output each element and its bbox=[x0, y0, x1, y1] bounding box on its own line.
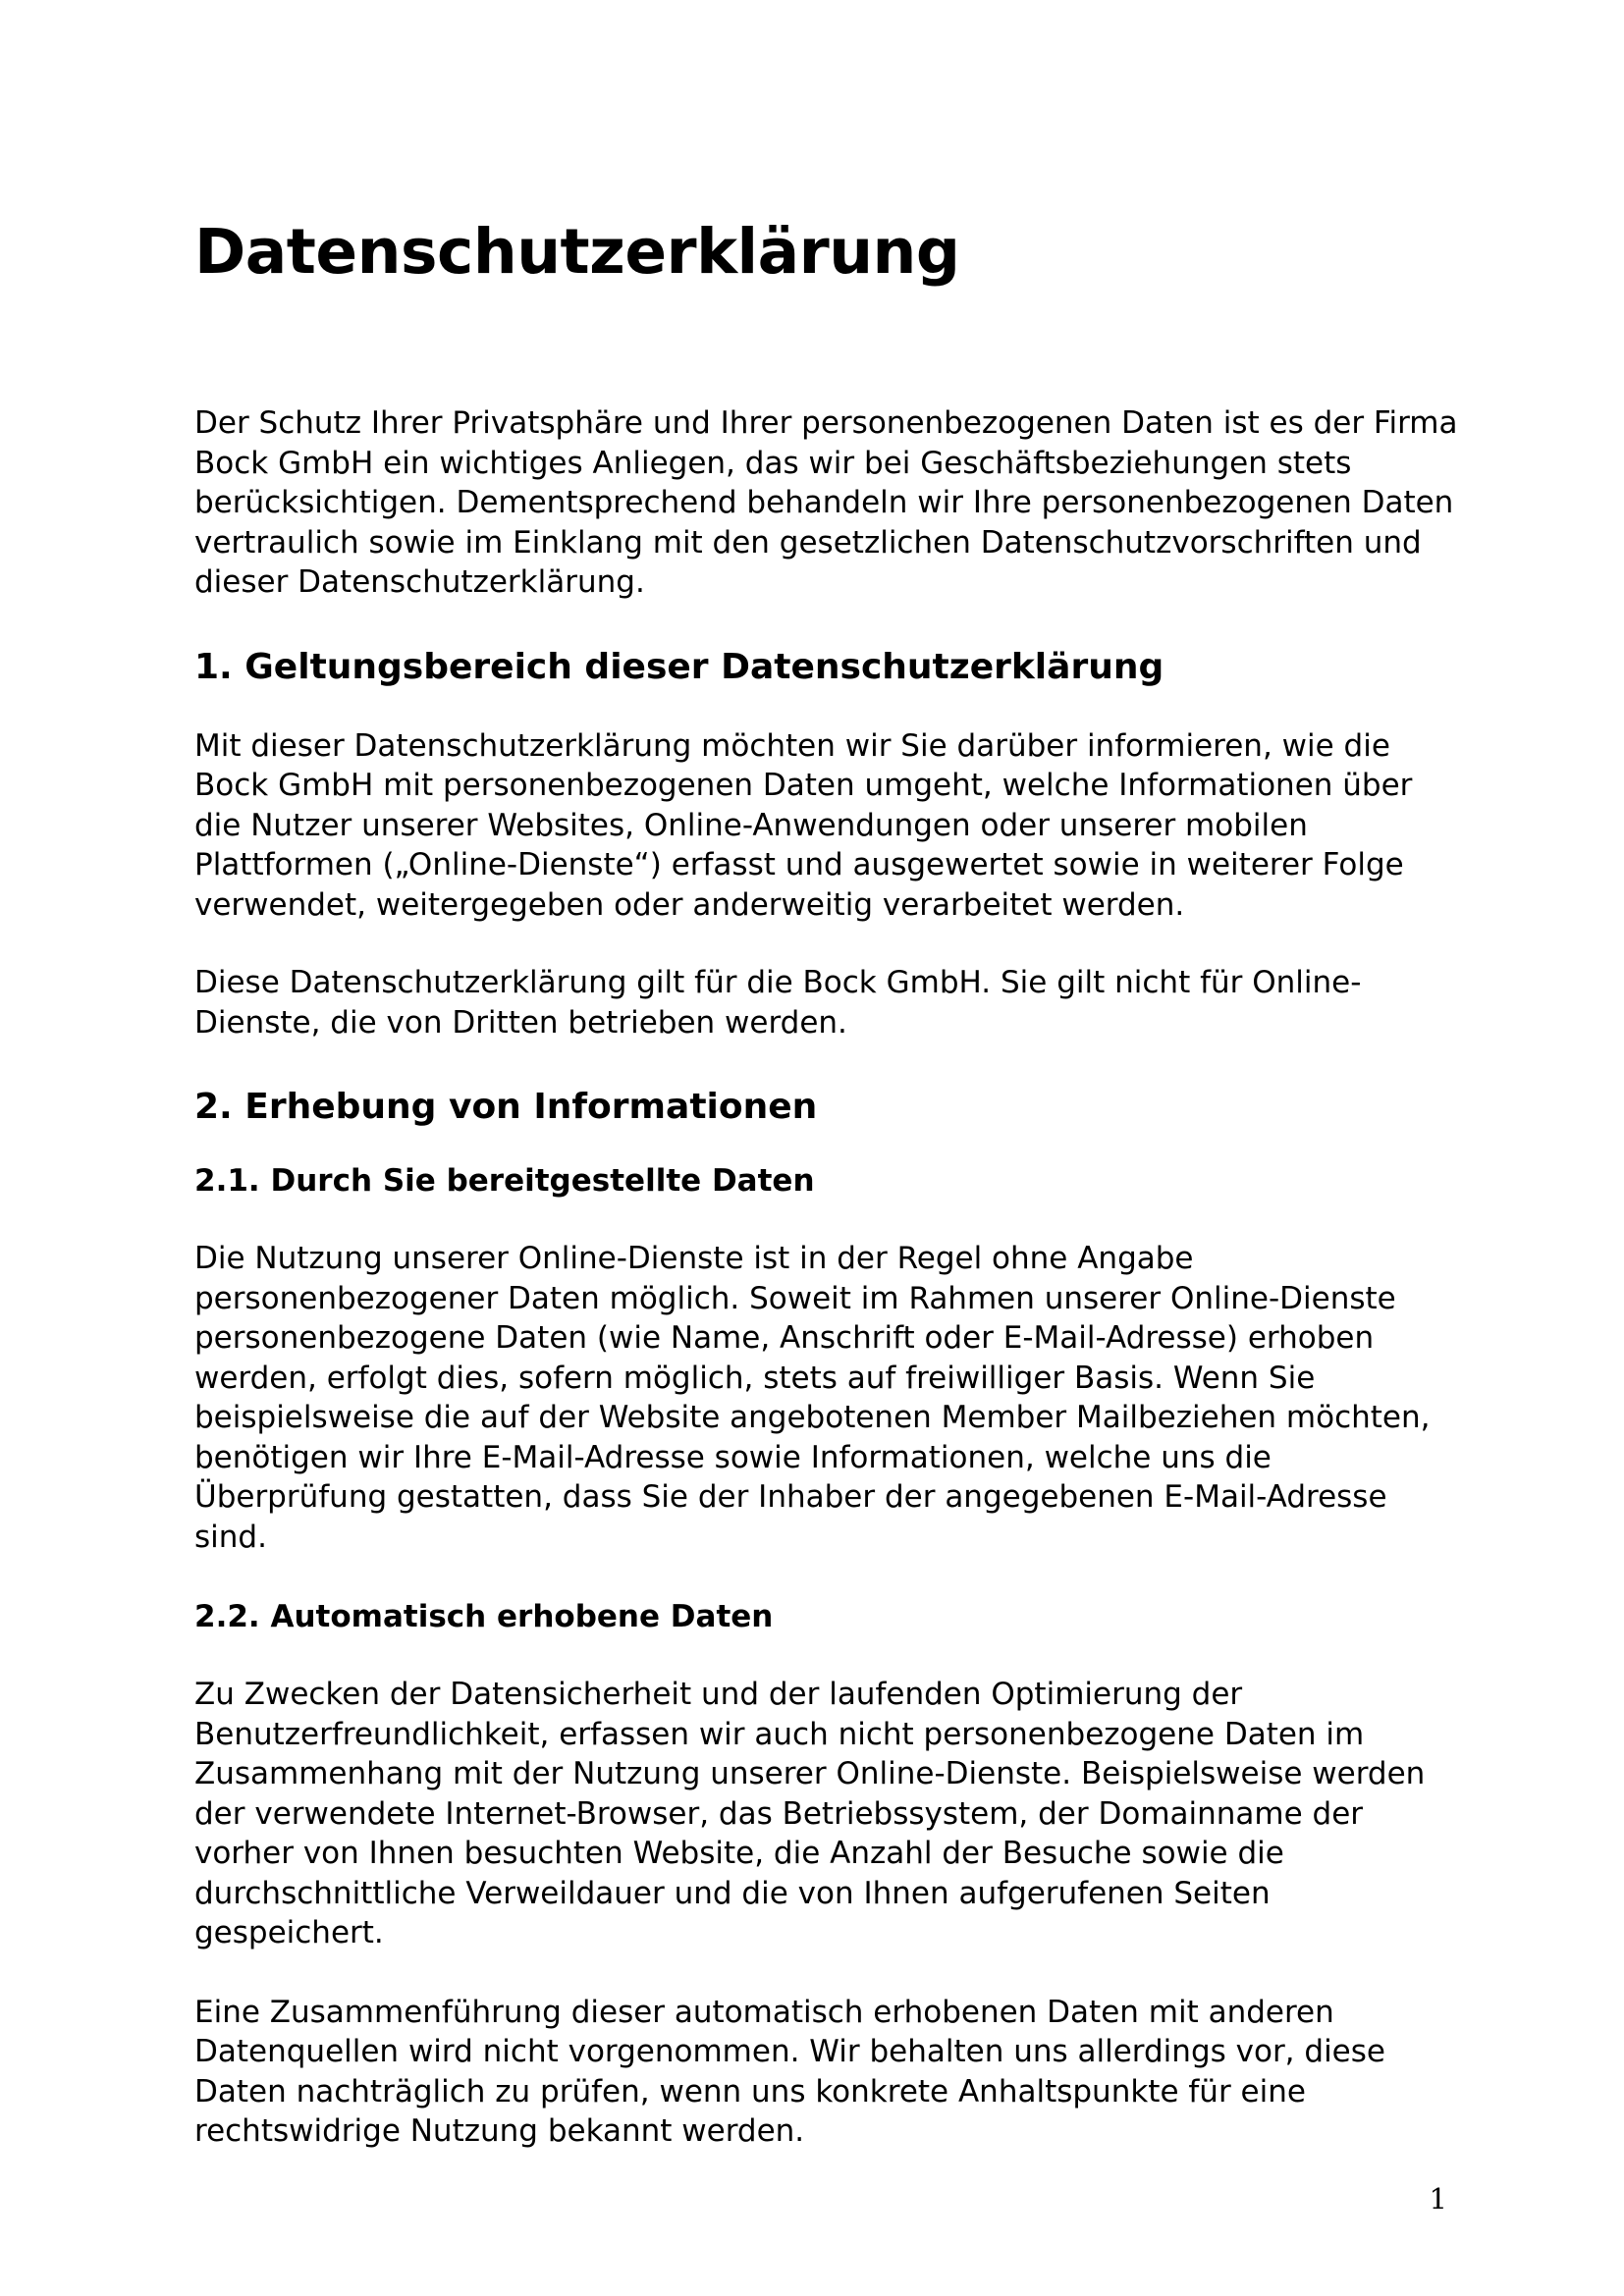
section-erhebung bbox=[194, 1084, 1461, 2152]
section-paragraph: Diese Datenschutzerklärung gilt für die Bock GmbH. Sie gilt nicht für Online-Dienste, die von Dritten betrieben werden. bbox=[194, 965, 1362, 1041]
section-heading: 2. Erhebung von Informationen bbox=[194, 1087, 818, 1127]
subsection-bereitgestellte-daten bbox=[194, 1160, 1461, 1557]
subsection-paragraph: Die Nutzung unserer Online-Dienste ist in der Regel ohne Angabe personenbezogener Daten möglich. Soweit im Rahmen unserer Online-Dienste personenbezogene Daten (wie Name, Anschrift oder E-Mail-Adresse) erhoben werden, erfolgt dies, sofern möglich, stets auf freiwilliger Basis. Wenn Sie beispielsweise die auf der Website angebotenen Member Mailbeziehen möchten, benötigen wir Ihre E-Mail-Adresse sowie Informationen, welche uns die Überprüfung gestatten, dass Sie der Inhaber der angegebenen E-Mail-Adresse sind. bbox=[194, 1241, 1431, 1555]
document-body bbox=[194, 208, 1461, 2152]
subsection-paragraph: Eine Zusammenführung dieser automatisch erhobenen Daten mit anderen Datenquellen wird nicht vorgenommen. Wir behalten uns allerdings vor, diese Daten nachträglich zu prüfen, wenn uns konkrete Anhaltspunkte für eine rechtswidrige Nutzung bekannt werden. bbox=[194, 1994, 1385, 2149]
document-title: Datenschutzerklärung bbox=[194, 216, 960, 288]
section-heading: 1. Geltungsbereich dieser Datenschutzerklärung bbox=[194, 646, 1164, 687]
intro-paragraph: Der Schutz Ihrer Privatsphäre und Ihrer personenbezogenen Daten ist es der Firma Bock GmbH ein wichtiges Anliegen, das wir bei Geschäftsbeziehungen stets berücksichtigen. Dementsprechend behandeln wir Ihre personenbezogenen Daten vertraulich sowie im Einklang mit den gesetzlichen Datenschutzvorschriften und dieser Datenschutzerklärung. bbox=[194, 405, 1458, 600]
subsection-heading: 2.1. Durch Sie bereitgestellte Daten bbox=[194, 1163, 815, 1199]
subsection-paragraph: Zu Zwecken der Datensicherheit und der laufenden Optimierung der Benutzerfreundlichkeit, erfassen wir auch nicht personenbezogene Daten im Zusammenhang mit der Nutzung unserer Online-Dienste. Beispielsweise werden der verwendete Internet-Browser, das Betriebssystem, der Domainname der vorher von Ihnen besuchten Website, die Anzahl der Besuche sowie die durchschnittliche Verweildauer und die von Ihnen aufgerufenen Seiten gespeichert. bbox=[194, 1677, 1426, 1950]
section-paragraph: Mit dieser Datenschutzerklärung möchten wir Sie darüber informieren, wie die Bock GmbH mit personenbezogenen Daten umgeht, welche Informationen über die Nutzer unserer Websites, Online-Anwendungen oder unserer mobilen Plattformen („Online-Dienste“) erfasst und ausgewertet sowie in weiterer Folge verwendet, weitergegeben oder anderweitig verarbeitet werden. bbox=[194, 727, 1413, 923]
section-geltungsbereich bbox=[194, 644, 1461, 1043]
subsection-heading: 2.2. Automatisch erhobene Daten bbox=[194, 1599, 774, 1634]
page-number: 1 bbox=[1429, 2182, 1447, 2216]
subsection-automatisch-erhobene-daten bbox=[194, 1596, 1461, 2152]
